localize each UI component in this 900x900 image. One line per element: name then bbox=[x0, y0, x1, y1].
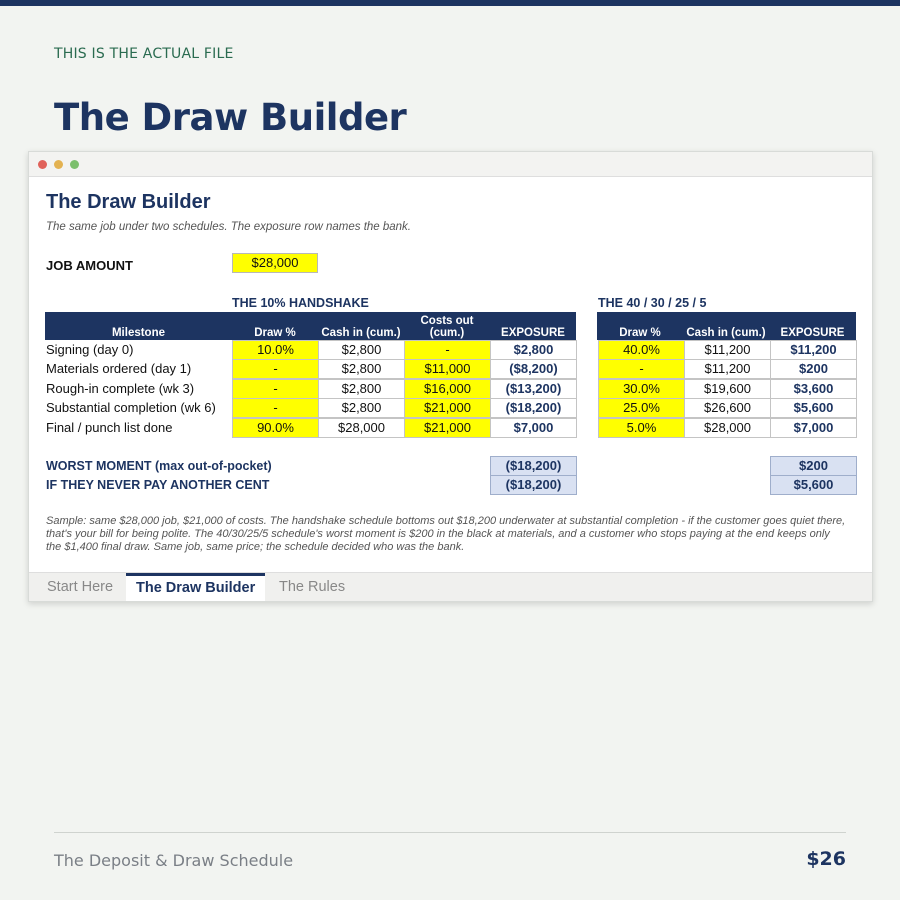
header-draw-pct: Draw % bbox=[619, 327, 661, 339]
footer-title: The Deposit & Draw Schedule bbox=[54, 851, 294, 870]
cash-in-cell: $19,600 bbox=[684, 379, 771, 399]
costs-out-cell[interactable]: - bbox=[404, 340, 491, 360]
tab-the-rules[interactable]: The Rules bbox=[279, 579, 346, 595]
costs-out-cell[interactable]: $21,000 bbox=[404, 398, 491, 418]
draw-pct-cell[interactable]: 30.0% bbox=[598, 379, 685, 399]
header-cash-in: Cash in (cum.) bbox=[686, 327, 766, 339]
worst-moment-label: WORST MOMENT (max out-of-pocket) bbox=[46, 459, 272, 473]
job-amount-label: JOB AMOUNT bbox=[46, 258, 133, 273]
draw-pct-cell[interactable]: - bbox=[598, 359, 685, 379]
top-accent-bar bbox=[0, 0, 900, 6]
header-milestone: Milestone bbox=[111, 327, 166, 339]
milestone-label: Final / punch list done bbox=[46, 420, 173, 435]
exposure-cell: ($13,200) bbox=[490, 379, 577, 399]
close-dot-icon[interactable] bbox=[38, 160, 47, 169]
footer-price: $26 bbox=[806, 848, 846, 870]
draw-pct-cell[interactable]: - bbox=[232, 359, 319, 379]
exposure-cell: $200 bbox=[770, 359, 857, 379]
sheet-title: The Draw Builder bbox=[46, 191, 211, 213]
exposure-cell: $5,600 bbox=[770, 398, 857, 418]
spreadsheet-window bbox=[28, 151, 873, 602]
never-pay-label: IF THEY NEVER PAY ANOTHER CENT bbox=[46, 478, 270, 492]
worst-moment-left-cell: ($18,200) bbox=[490, 456, 577, 476]
exposure-cell: $7,000 bbox=[490, 418, 577, 438]
costs-out-cell[interactable]: $11,000 bbox=[404, 359, 491, 379]
cash-in-cell: $2,800 bbox=[318, 359, 405, 379]
maximize-dot-icon[interactable] bbox=[70, 160, 79, 169]
worst-moment-right-cell: $200 bbox=[770, 456, 857, 476]
right-schedule-header bbox=[597, 312, 856, 340]
sheet-subtitle: The same job under two schedules. The exposure row names the bank. bbox=[46, 221, 412, 233]
milestone-label: Substantial completion (wk 6) bbox=[46, 400, 216, 415]
cash-in-cell: $28,000 bbox=[318, 418, 405, 438]
header-draw-pct: Draw % bbox=[254, 327, 296, 339]
eyebrow-label: THIS IS THE ACTUAL FILE bbox=[54, 46, 234, 62]
milestone-label: Materials ordered (day 1) bbox=[46, 361, 192, 376]
milestone-label: Signing (day 0) bbox=[46, 342, 134, 357]
draw-pct-cell[interactable]: - bbox=[232, 379, 319, 399]
exposure-cell: $11,200 bbox=[770, 340, 857, 360]
exposure-cell: $7,000 bbox=[770, 418, 857, 438]
draw-pct-cell[interactable]: 10.0% bbox=[232, 340, 319, 360]
exposure-cell: ($18,200) bbox=[490, 398, 577, 418]
cash-in-cell: $2,800 bbox=[318, 340, 405, 360]
exposure-cell: ($8,200) bbox=[490, 359, 577, 379]
costs-out-cell[interactable]: $16,000 bbox=[404, 379, 491, 399]
exposure-cell: $2,800 bbox=[490, 340, 577, 360]
cash-in-cell: $26,600 bbox=[684, 398, 771, 418]
footer-divider bbox=[54, 832, 846, 833]
sample-note: Sample: same $28,000 job, $21,000 of costs. The handshake schedule bottoms out $18,200 underwater at substantial completion - if the customer goes quiet there, that's your bill for being polite. The 40/30/25/5 schedule's worst moment is $200 in the black at materials, and a customer who stops paying at the end keeps only the $1,400 final draw. Same job, same price; the schedule decided who was the bank. bbox=[46, 515, 846, 553]
left-schedule-title: THE 10% HANDSHAKE bbox=[232, 296, 369, 310]
minimize-dot-icon[interactable] bbox=[54, 160, 63, 169]
header-exposure: EXPOSURE bbox=[780, 327, 845, 339]
cash-in-cell: $2,800 bbox=[318, 379, 405, 399]
left-schedule-header bbox=[45, 312, 576, 340]
tab-draw-builder[interactable]: The Draw Builder bbox=[126, 573, 265, 601]
cash-in-cell: $11,200 bbox=[684, 359, 771, 379]
draw-pct-cell[interactable]: 40.0% bbox=[598, 340, 685, 360]
costs-out-cell[interactable]: $21,000 bbox=[404, 418, 491, 438]
draw-pct-cell[interactable]: - bbox=[232, 398, 319, 418]
job-amount-input[interactable]: $28,000 bbox=[232, 253, 318, 273]
never-pay-right-cell: $5,600 bbox=[770, 475, 857, 495]
header-costs-out: Costs out (cum.) bbox=[420, 315, 474, 339]
sheet-tab-bar bbox=[29, 572, 872, 601]
draw-pct-cell[interactable]: 90.0% bbox=[232, 418, 319, 438]
header-cash-in: Cash in (cum.) bbox=[321, 327, 401, 339]
milestone-label: Rough-in complete (wk 3) bbox=[46, 381, 195, 396]
cash-in-cell: $11,200 bbox=[684, 340, 771, 360]
draw-pct-cell[interactable]: 5.0% bbox=[598, 418, 685, 438]
never-pay-left-cell: ($18,200) bbox=[490, 475, 577, 495]
cash-in-cell: $28,000 bbox=[684, 418, 771, 438]
page-title: The Draw Builder bbox=[54, 96, 407, 139]
tab-start-here[interactable]: Start Here bbox=[47, 579, 114, 595]
right-schedule-title: THE 40 / 30 / 25 / 5 bbox=[598, 296, 707, 310]
exposure-cell: $3,600 bbox=[770, 379, 857, 399]
cash-in-cell: $2,800 bbox=[318, 398, 405, 418]
header-exposure: EXPOSURE bbox=[501, 327, 565, 339]
window-chrome bbox=[29, 152, 872, 177]
draw-pct-cell[interactable]: 25.0% bbox=[598, 398, 685, 418]
